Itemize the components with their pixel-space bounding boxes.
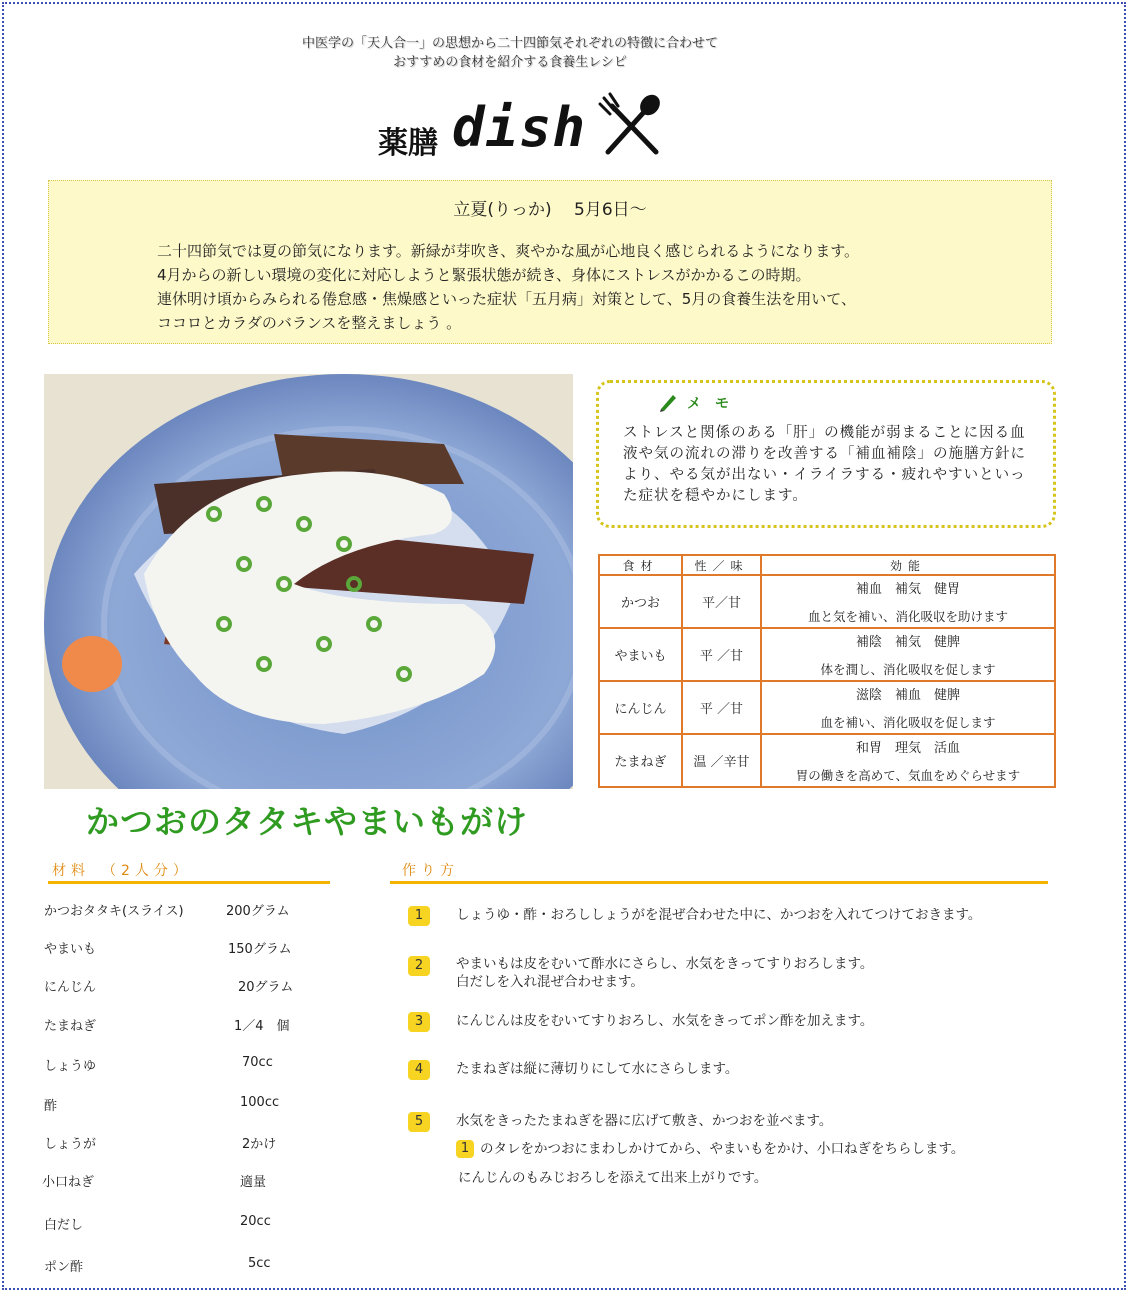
step-text: しょうゆ・酢・おろししょうがを混ぜ合わせた中に、かつおを入れてつけておきます。 — [456, 907, 982, 923]
season-line: 二十四節気では夏の節気になります。新緑が芽吹き、爽やかな風が心地良く感じられるようになります。 — [157, 242, 860, 260]
table-row — [599, 575, 1055, 628]
effect-terms: 和胃 理気 活血 — [855, 741, 960, 756]
ingredient-row — [44, 1171, 344, 1189]
ingredient-effects-table — [598, 554, 1056, 788]
ingredient-row — [44, 1133, 344, 1151]
cell-effect — [761, 628, 1055, 681]
ingredient-row — [44, 938, 344, 956]
ingredient-row — [44, 1055, 344, 1073]
ingredient-qty: 150グラム — [228, 942, 292, 957]
cell-effect — [761, 681, 1055, 734]
dish-photo — [44, 374, 573, 789]
table-row — [599, 734, 1055, 787]
cell-nature: 平 ／甘 — [682, 681, 761, 734]
step-text: 水気をきったたまねぎを器に広げて敷き、かつおを並べます。 — [456, 1113, 833, 1129]
season-title: 立夏(りっか) 5月6日～ — [453, 200, 647, 220]
step-ref-badge: 1 — [456, 1140, 474, 1158]
col-header-food: 食材 — [599, 555, 682, 575]
logo-dish: dish — [452, 96, 587, 159]
ingredient-row — [44, 1256, 344, 1274]
cell-nature: 平 ／甘 — [682, 628, 761, 681]
steps-heading: 作り方 — [390, 860, 1048, 884]
ingredients-heading: 材料 （2人分） — [48, 860, 330, 884]
ingredient-name: 白だし — [44, 1218, 84, 1233]
ingredient-qty: 1／4 個 — [234, 1019, 290, 1034]
ingredient-name: しょうゆ — [44, 1059, 97, 1074]
ingredient-name: にんじん — [44, 980, 97, 995]
cell-effect — [761, 734, 1055, 787]
ingredient-qty: 20グラム — [238, 980, 294, 995]
effect-terms: 補陰 補気 健脾 — [855, 635, 960, 650]
table-row — [599, 681, 1055, 734]
ingredient-qty: 70cc — [242, 1055, 273, 1070]
pencil-icon — [657, 391, 679, 413]
cell-food: たまねぎ — [599, 734, 682, 787]
logo-yakuzen: 薬膳 — [378, 126, 438, 161]
cell-food: にんじん — [599, 681, 682, 734]
effect-desc: 血を補い、消化吸収を促します — [820, 715, 996, 730]
ingredient-name: 酢 — [44, 1099, 58, 1114]
effect-desc: 体を潤し、消化吸収を促します — [820, 662, 996, 677]
intro-line-2: おすすめの食材を紹介する食養生レシピ — [393, 55, 627, 70]
season-description — [157, 239, 1037, 335]
step-text: のタレをかつおにまわしかけてから、やまいもをかけ、小口ねぎをちらします。 — [480, 1141, 965, 1157]
dish-title: かつおのタタキやまいもがけ — [86, 802, 528, 841]
season-line: 4月からの新しい環境の変化に対応しようと緊張状態が続き、身体にストレスがかかるこの時期。 — [157, 266, 811, 284]
step-number-badge: 1 — [408, 906, 430, 926]
effect-desc: 血と気を補い、消化吸収を助けます — [807, 609, 1008, 624]
memo-text: ストレスと関係のある「肝」の機能が弱まることに因る血液や気の流れの滞りを改善する「補血補陰」の施膳方針により、やる気が出ない・イライラする・疲れやすいといった症状を穏やかにします。 — [623, 425, 1026, 504]
step-number-badge: 2 — [408, 956, 430, 976]
season-line: 連休明け頃からみられる倦怠感・焦燥感といった症状「五月病」対策として、5月の食養生法を用いて、 — [157, 290, 856, 308]
effect-terms: 滋陰 補血 健脾 — [855, 688, 960, 703]
ingredient-row — [44, 976, 344, 994]
ingredient-name: しょうが — [44, 1137, 97, 1152]
ingredient-qty: 200グラム — [226, 904, 290, 919]
ingredient-row — [44, 900, 344, 918]
step-text: 白だしを入れ混ぜ合わせます。 — [456, 974, 644, 990]
step-number-badge: 5 — [408, 1112, 430, 1132]
cell-nature: 平／甘 — [682, 575, 761, 628]
cell-effect — [761, 575, 1055, 628]
cell-food: やまいも — [599, 628, 682, 681]
ingredient-name: かつおタタキ(スライス) — [44, 904, 184, 919]
fork-spoon-icon — [598, 92, 666, 160]
table-header-row — [599, 555, 1055, 575]
col-header-effect: 効能 — [761, 555, 1055, 575]
table-row — [599, 628, 1055, 681]
ingredient-row — [44, 1214, 344, 1232]
cell-nature: 温 ／辛甘 — [682, 734, 761, 787]
ingredient-qty: 20cc — [240, 1214, 271, 1229]
ingredient-name: やまいも — [44, 942, 97, 957]
intro-line-1: 中医学の「天人合一」の思想から二十四節気それぞれの特徴に合わせて — [301, 36, 718, 51]
season-info-box — [48, 180, 1052, 344]
step-text: たまねぎは縦に薄切りにして水にさらします。 — [456, 1061, 739, 1077]
ingredient-name: ポン酢 — [44, 1260, 84, 1275]
memo-box — [596, 380, 1056, 528]
ingredient-name: 小口ねぎ — [42, 1175, 95, 1190]
col-header-nature: 性／味 — [682, 555, 761, 575]
ingredient-qty: 100cc — [240, 1095, 280, 1110]
season-line: ココロとカラダのバランスを整えましょう 。 — [157, 314, 462, 332]
ingredient-qty: 適量 — [240, 1175, 267, 1190]
ingredient-row — [44, 1095, 344, 1113]
step-text: にんじんは皮をむいてすりおろし、水気をきってポン酢を加えます。 — [456, 1013, 874, 1029]
memo-title: メモ — [687, 396, 743, 412]
cell-food: かつお — [599, 575, 682, 628]
step-number-badge: 4 — [408, 1060, 430, 1080]
step-text: やまいもは皮をむいて酢水にさらし、水気をきってすりおろします。 — [456, 956, 874, 972]
step-number-badge: 3 — [408, 1012, 430, 1032]
effect-desc: 胃の働きを高めて、気血をめぐらせます — [795, 768, 1021, 783]
ingredient-row — [44, 1015, 344, 1033]
ingredient-qty: 5cc — [248, 1256, 271, 1271]
ingredient-name: たまねぎ — [44, 1019, 97, 1034]
effect-terms: 補血 補気 健胃 — [855, 582, 960, 597]
step-text: にんじんのもみじおろしを添えて出来上がりです。 — [458, 1170, 768, 1186]
ingredient-qty: 2かけ — [242, 1137, 277, 1152]
